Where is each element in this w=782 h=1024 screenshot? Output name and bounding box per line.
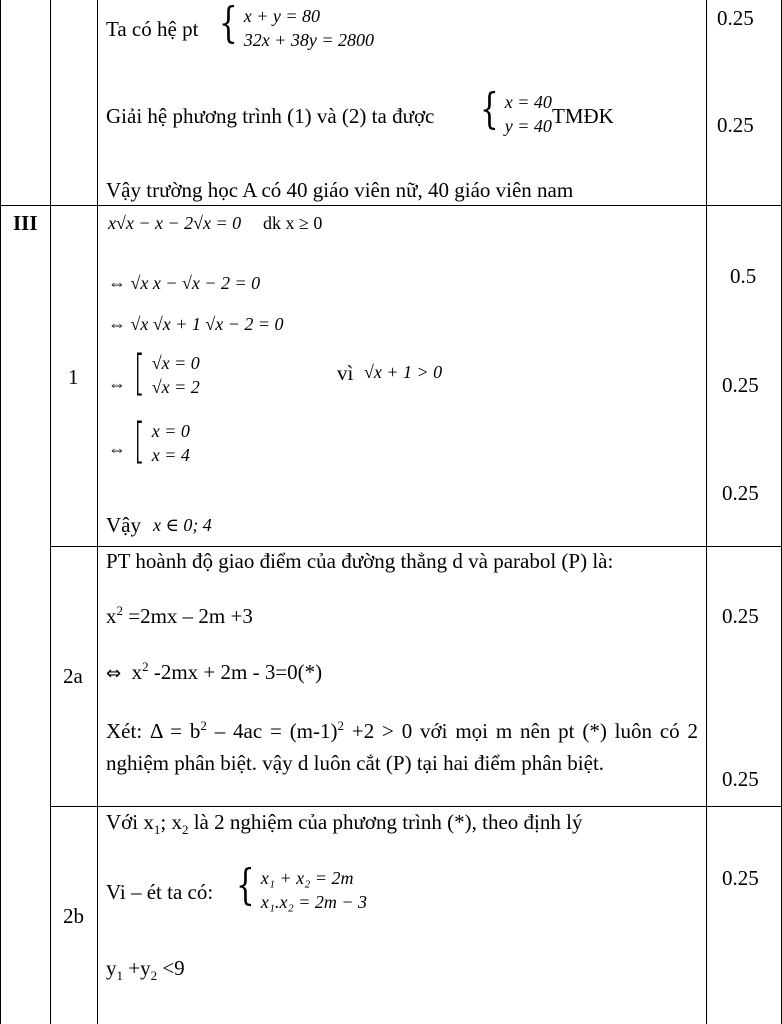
part1-cases-sqrt [130,345,200,401]
top-intro: Ta có hệ pt [106,17,199,41]
top-score-1: 0.25 [717,6,754,30]
top-sol2: y = 40 [504,116,552,137]
part1-score-3: 0.25 [722,481,759,505]
part1-case2: √x = 2 [151,377,200,398]
row-divider-1 [50,546,782,547]
iff-icon: ⇔ [108,273,126,293]
table-divider-1 [50,0,51,1024]
part2a-line1: PT hoành độ giao điểm của đường thẳng d và parabol (P) là: [106,549,614,573]
part2b-score-1: 0.25 [722,866,759,890]
part2a-label: 2a [63,664,83,688]
brace-icon: { [219,0,238,47]
part1-vay: Vậy [106,513,141,537]
table-divider-3 [706,0,707,1024]
bracket-icon: [ [133,413,145,469]
top-system [215,0,375,53]
part1-cases-x [130,413,190,469]
part1-score-1: 0.5 [730,264,757,288]
iff-icon: ⇔ [108,314,126,334]
part1-score-2: 0.25 [722,373,759,397]
part2b-line1: Với $x_1$; $x_2$ là 2 nghiệm của phương trình (*), theo định lý [106,810,583,838]
top-eq2: 32x + 38y = 2800 [243,30,375,51]
part1-line3-expr: √x √x + 1 √x − 2 = 0 [130,314,284,334]
table-divider-2 [97,0,98,1024]
section-label: III [13,211,38,235]
part1-line2 [108,274,260,292]
top-sol1: x = 40 [504,92,552,112]
part1-vi: vì [337,361,354,385]
part1-case1: √x = 0 [151,353,200,373]
part2b-system [232,860,368,915]
part2a-score-1: 0.25 [722,604,759,628]
part2b-line3: $y_1 +y_2 <9$ [106,956,185,984]
part1-label: 1 [68,365,79,389]
part2b-eq2: x₁.x₂ = 2m − 3 [260,892,368,913]
iff-icon: ⇔ [108,374,126,394]
part2a-line2: $x^2 =2mx - 2m +3$ [106,603,253,628]
part2a-line3: ⇔ $x^2$ -2mx + 2m - 3=0(*) [106,659,323,684]
top-tmdk: TMĐK [552,104,614,128]
top-eq1: x + y = 80 [243,6,321,26]
part1-case3: x = 0 [151,421,190,441]
row-divider-2a [50,806,782,807]
top-solve-text: Giải hệ phương trình (1) và (2) ta được [106,104,435,128]
part2b-line2: Vi – ét ta có: [106,880,214,904]
part2b-eq1: x₁ + x₂ = 2m [260,868,354,888]
bracket-icon: [ [133,345,145,401]
iff-icon: ⇔ [108,439,126,459]
part2a-score-2: 0.25 [722,767,759,791]
part2a-paragraph: Xét: $\Delta = b^2 - 4ac = (m-1)^2 +2 > 0$ với mọi m nên pt (*) luôn có 2 nghiệm phân biệt. vậy d luôn cắt (P) tại hai điểm phân biệt. [106,718,698,775]
part2b-label: 2b [63,904,84,928]
part1-line3 [108,315,284,333]
part1-line2-expr: √x x − √x − 2 = 0 [130,273,261,293]
part1-vi-expr: √x + 1 > 0 [364,362,443,382]
table-border-left [0,0,1,1024]
brace-icon: { [236,860,255,909]
top-solution [476,84,552,139]
top-conclusion: Vậy trường học A có 40 giáo viên nữ, 40 giáo viên nam [106,178,574,202]
part1-case4: x = 4 [151,445,190,466]
part1-condition: dk x ≥ 0 [263,213,323,233]
top-score-2: 0.25 [717,113,754,137]
part1-line1: x√x − x − 2√x = 0 [108,213,242,233]
brace-icon: { [480,84,499,133]
row-divider-top [0,205,782,206]
part1-vay-expr: x ∈ 0; 4 [153,515,212,535]
